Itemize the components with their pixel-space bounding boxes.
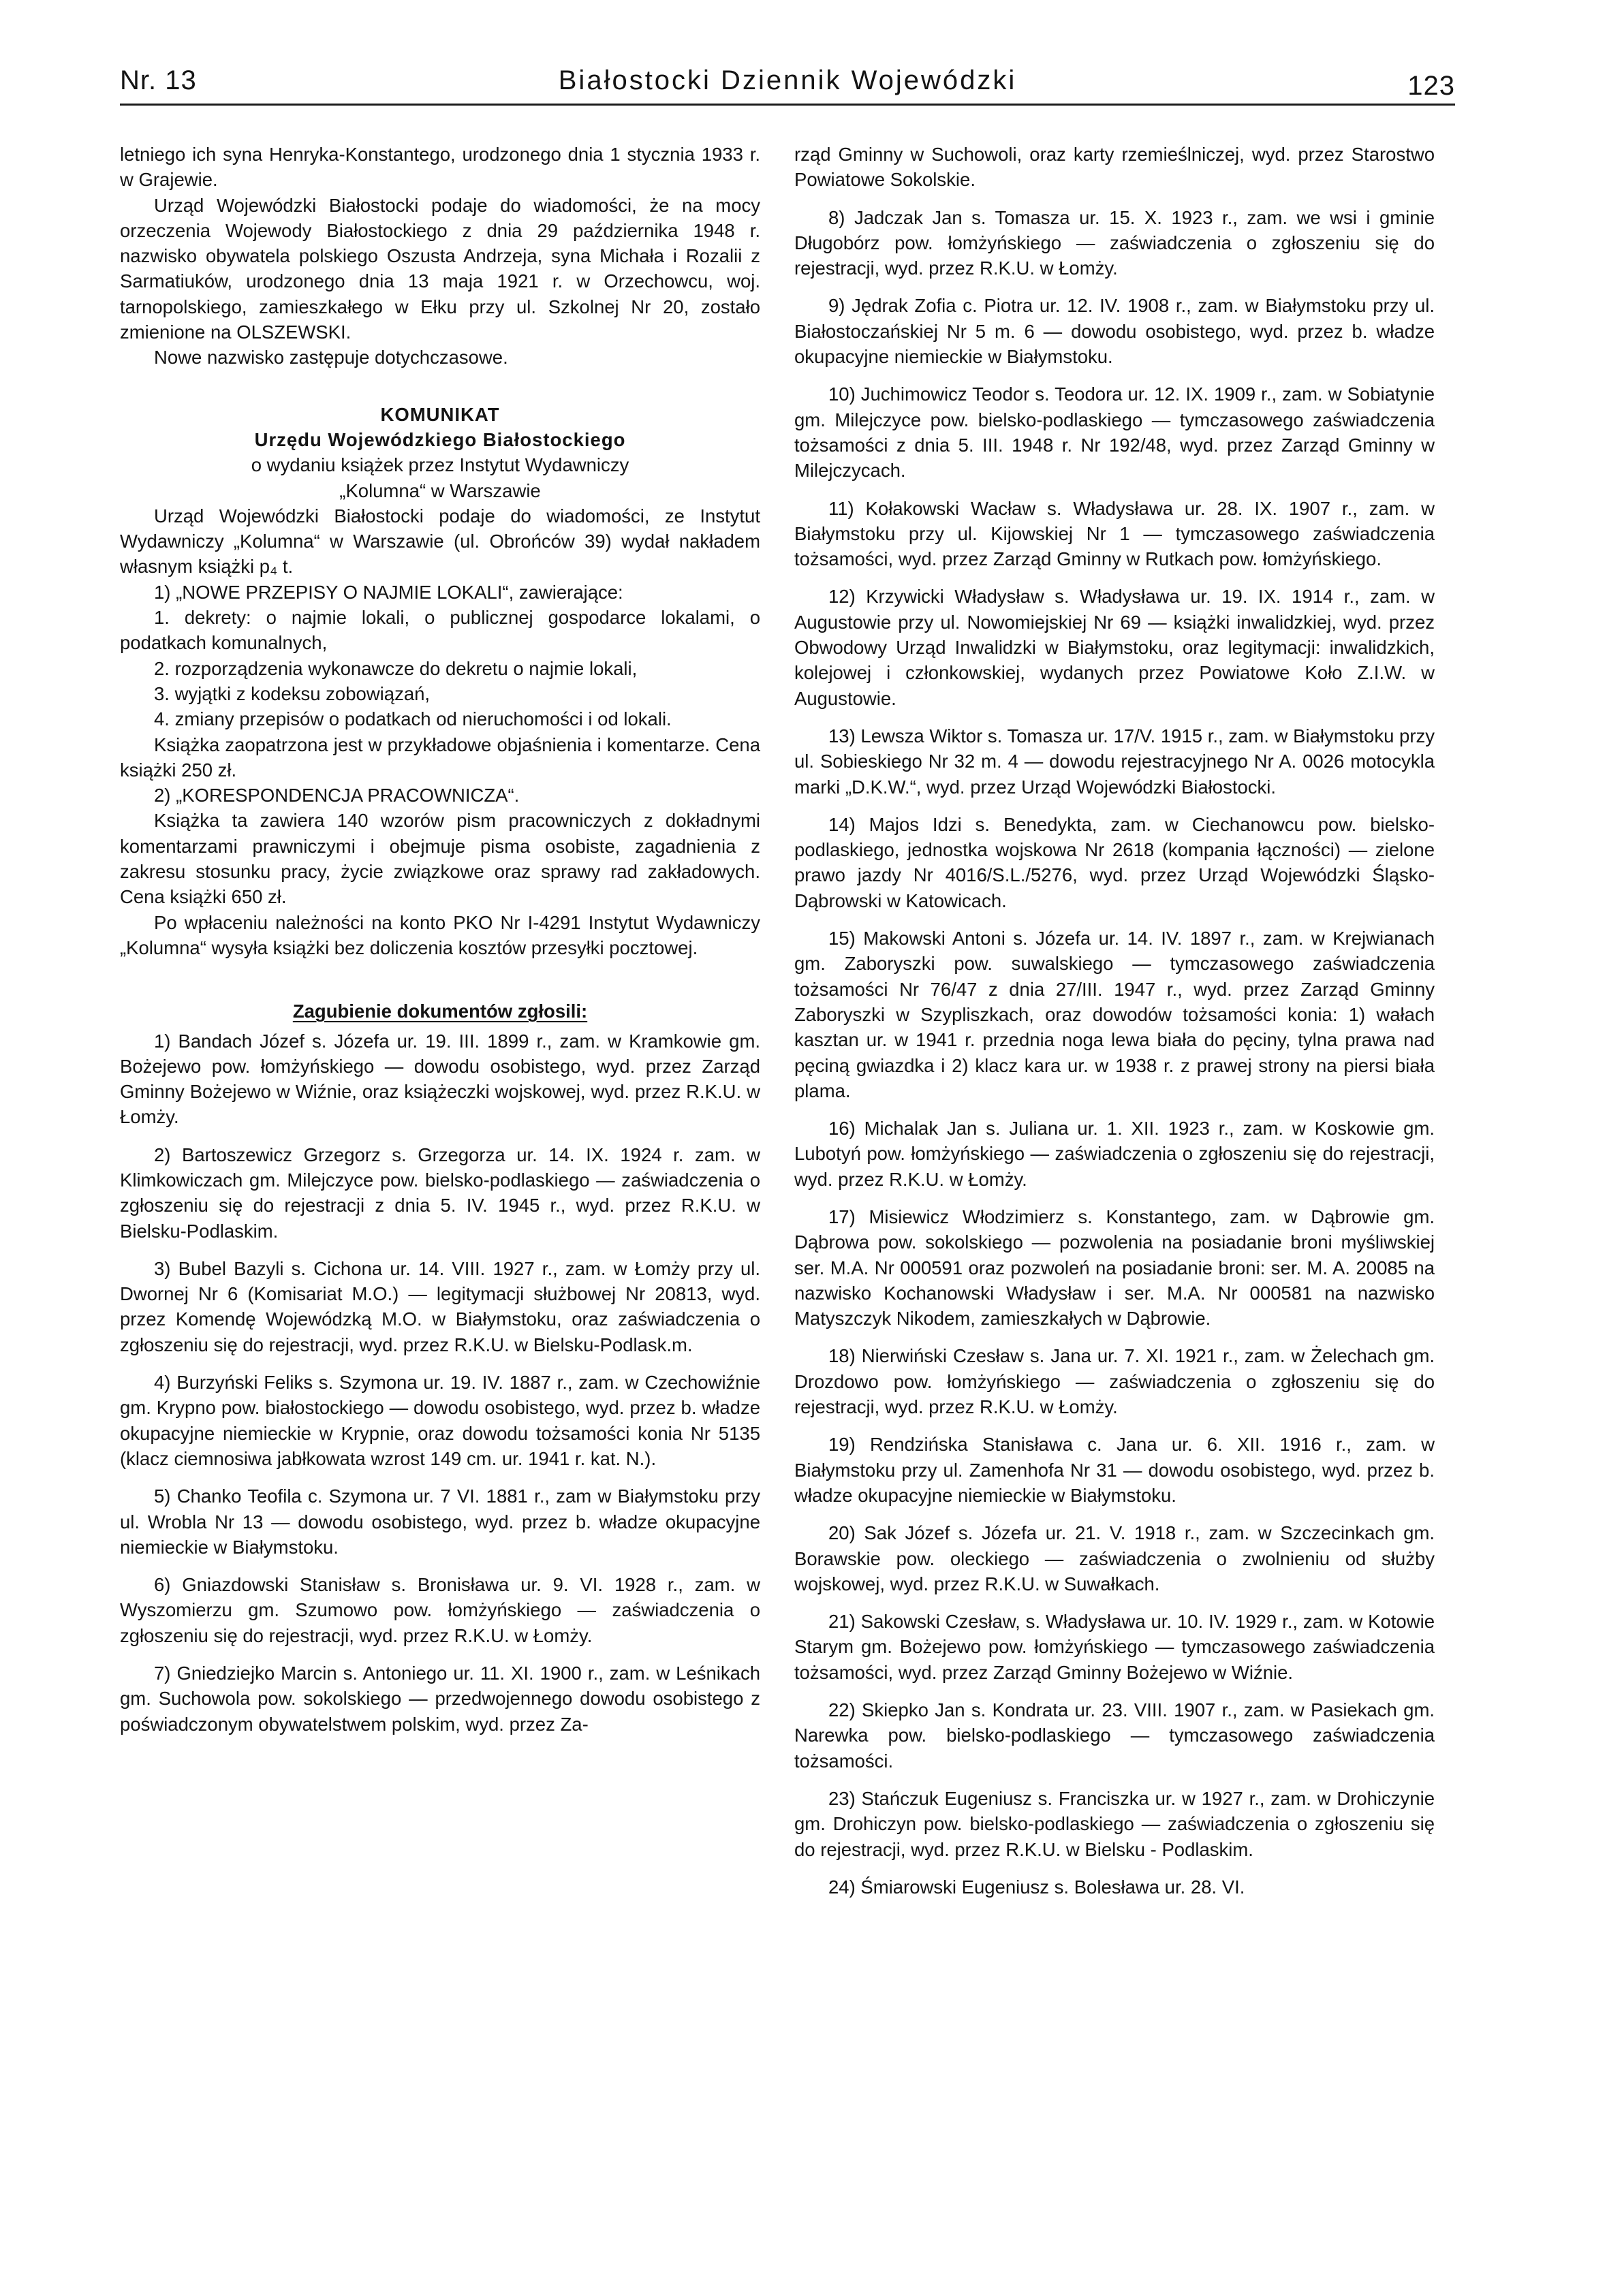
lost-document-entry: 9) Jędrak Zofia c. Piotra ur. 12. IV. 1908 r., zam. w Białymstoku przy ul. Białostoczańskiej Nr 5 m. 6 — dowodu osobistego, wyd. przez b. władze okupacyjne niemieckie w Białymstoku.	[794, 295, 1435, 368]
lost-document-entry: 21) Sakowski Czesław, s. Władysława ur. 10. IV. 1929 r., zam. w Kotowie Starym gm. Bożejewo pow. łomżyńskiego — tymczasowego zaświadczenia tożsamości, wyd. przez Zarząd Gminny Bożejewo w Wiźnie.	[794, 1611, 1435, 1683]
page-header	[120, 63, 1455, 106]
lost-document-entry: 1) Bandach Józef s. Józefa ur. 19. III. 1899 r., zam. w Kramkowie gm. Bożejewo pow. łomżyńskiego — dowodu osobistego, wyd. przez Zarząd Gminny Bożejewo w Wiźnie, oraz książeczki wojskowej, wyd. przez R.K.U. w Łomży.	[120, 1030, 760, 1128]
lost-document-entry: 19) Rendzińska Stanisława c. Jana ur. 6. XII. 1916 r., zam. w Białymstoku przy ul. Zamenhofa Nr 31 — dowodu osobistego, wyd. przez b. władze okupacyjne niemieckie w Białymstoku.	[794, 1434, 1435, 1506]
lost-document-entry: 4) Burzyński Feliks s. Szymona ur. 19. IV. 1887 r., zam. w Czechowiźnie gm. Krypno pow. białostockiego — dowodu osobistego, wyd. przez b. władze okupacyjne niemieckie w Krypnie, oraz dowodu tożsamości konia Nr 5135 (klacz ciemnosiwa jabłkowata wzrost 149 cm. ur. 1941 r. kat. N.).	[120, 1372, 760, 1469]
lost-document-entry: 22) Skiepko Jan s. Kondrata ur. 23. VIII. 1907 r., zam. w Pasiekach gm. Narewka pow. bielsko-podlaskiego — tymczasowego zaświadczenia tożsamości.	[794, 1699, 1435, 1772]
intro-paragraph: letniego ich syna Henryka-Konstantego, urodzonego dnia 1 stycznia 1933 r. w Grajewie.	[120, 144, 760, 191]
intro-paragraph: Nowe nazwisko zastępuje dotychczasowe.	[154, 347, 508, 368]
komunikat-paragraph: Urząd Wojewódzki Białostocki podaje do wiadomości, ze Instytut Wydawniczy „Kolumna“ w Warszawie (ul. Obrońców 39) wydał nakładem własnym książki p₄ t.	[120, 505, 760, 578]
lost-document-entry: 2) Bartoszewicz Grzegorz s. Grzegorza ur. 14. IX. 1924 r. zam. w Klimkowiczach gm. Milejczyce pow. bielsko-podlaskiego — zaświadczenia o zgłoszeniu się do rejestracji z dnia 5. IV. 1945 r., wyd. przez R.K.U. w Bielsku-Podlaskim.	[120, 1144, 760, 1242]
page-number: 123	[1407, 71, 1455, 101]
lost-document-entry: 7) Gniedziejko Marcin s. Antoniego ur. 11. XI. 1900 r., zam. w Leśnikach gm. Suchowola pow. sokolskiego — przedwojennego dowodu osobistego z poświadczonym obywatelstwem polskim, wyd. przez Za-	[120, 1663, 760, 1735]
komunikat-paragraph: Po wpłaceniu należności na konto PKO Nr I-4291 Instytut Wydawniczy „Kolumna“ wysyła książki bez doliczenia kosztów przesyłki pocztowej.	[120, 911, 760, 958]
lost-document-entry: 16) Michalak Jan s. Juliana ur. 1. XII. 1923 r., zam. w Koskowie gm. Lubotyń pow. łomżyńskiego — zaświadczenia o zgłoszeniu się do rejestracji, wyd. przez R.K.U. w Łomży.	[794, 1118, 1435, 1190]
lost-document-entry: 18) Nierwiński Czesław s. Jana ur. 7. XI. 1921 r., zam. w Żelechach gm. Drozdowo pow. łomżyńskiego — zaświadczenia o zgłoszeniu się do rejestracji, wyd. przez R.K.U. w Łomży.	[794, 1345, 1435, 1418]
lost-document-entry: 13) Lewsza Wiktor s. Tomasza ur. 17/V. 1915 r., zam. w Białymstoku przy ul. Sobieskiego Nr 32 m. 4 — dowodu rejestracyjnego Nr A. 0026 motocykla marki „D.K.W.“, wyd. przez Urząd Wojewódzki Białostocki.	[794, 725, 1435, 798]
komunikat-paragraph: 3. wyjątki z kodeksu zobowiązań,	[154, 682, 431, 704]
komunikat-paragraph: 2) „KORESPONDENCJA PRACOWNICZA“.	[154, 785, 520, 806]
intro-paragraph: Urząd Wojewódzki Białostocki podaje do wiadomości, że na mocy orzeczenia Wojewody Białostockiego z dnia 29 października 1948 r. nazwisko obywatela polskiego Oszusta Andrzeja, syna Michała i Rozalii z Sarmatiuków, urodzonego dnia 13 maja 1921 r. w Orzechowcu, woj. tarnopolskiego, zamieszkałego w Ełku przy ul. Szkolnej Nr 20, zostało zmienione na OLSZEWSKI.	[120, 194, 760, 343]
komunikat-paragraph: Książka ta zawiera 140 wzorów pism pracowniczych z dokładnymi komentarzami prawniczymi i obejmuje pisma osobiste, zagadnienia z zakresu stosunku pracy, życie związkowe oraz sprawy rad zakładowych. Cena książki 650 zł.	[120, 810, 760, 908]
lost-document-entry: 20) Sak Józef s. Józefa ur. 21. V. 1918 r., zam. w Szczecinkach gm. Borawskie pow. oleckiego — zaświadczenia o zwolnieniu od służby wojskowej, wyd. przez R.K.U. w Suwałkach.	[794, 1522, 1435, 1594]
komunikat-subheading: Urzędu Wojewódzkiego Białostockiego	[254, 428, 626, 450]
lost-document-entry: 17) Misiewicz Włodzimierz s. Konstantego, zam. w Dąbrowie gm. Dąbrowa pow. sokolskiego — pozwolenia na posiadanie broni myśliwskiej ser. M.A. Nr 000591 oraz pozwoleń na posiadanie broni: ser. M. A. 20085 na nazwisko Kochanowski Władysław i ser. M.A. Nr 000581 na nazwisko Matyszczyk Nikodem, zamieszkałych w Dąbrowie.	[794, 1206, 1435, 1330]
lost-document-entry: rząd Gminny w Suchowoli, oraz karty rzemieślniczej, wyd. przez Starostwo Powiatowe Sokolskie.	[794, 144, 1435, 191]
left-column	[120, 142, 760, 1737]
komunikat-subtitle: „Kolumna“ w Warszawie	[339, 479, 541, 501]
lost-document-entry: 10) Juchimowicz Teodor s. Teodora ur. 12. IX. 1909 r., zam. w Sobiatynie gm. Milejczyce pow. bielsko-podlaskiego — tymczasowego zaświadczenia tożsamości z dnia 5. III. 1948 r. Nr 192/48, wyd. przez Zarząd Gminny w Milejczycach.	[794, 383, 1435, 482]
komunikat-paragraph: 1) „NOWE PRZEPISY O NAJMIE LOKALI“, zawierające:	[154, 581, 623, 603]
komunikat-subtitle: o wydaniu książek przez Instytut Wydawniczy	[251, 454, 629, 476]
komunikat-paragraph: 4. zmiany przepisów o podatkach od nieruchomości i od lokali.	[154, 708, 672, 730]
komunikat-heading: KOMUNIKAT	[380, 403, 500, 425]
komunikat-paragraph: 2. rozporządzenia wykonawcze do dekretu o najmie lokali,	[154, 657, 638, 679]
komunikat-paragraph: 1. dekrety: o najmie lokali, o publicznej gospodarce lokalami, o podatkach komunalnych,	[120, 607, 760, 654]
lost-document-entry: 11) Kołakowski Wacław s. Władysława ur. 28. IX. 1907 r., zam. w Białymstoku przy ul. Kijowskiej Nr 1 — tymczasowego zaświadczenia tożsamości, wyd. przez Zarząd Gminny w Rutkach pow. łomżyńskiego.	[794, 497, 1435, 570]
lost-document-entry: 15) Makowski Antoni s. Józefa ur. 14. IV. 1897 r., zam. w Krejwianach gm. Zaboryszki pow. suwalskiego — tymczasowego zaświadczenia tożsamości Nr 76/47 z dnia 27/III. 1947 r., wyd. przez Zarząd Gminny Zaboryszki w Szypliszkach, oraz dowodów tożsamości konia: 1) wałach kasztan ur. w 1941 r. przednia noga lewa biała do pęciny, tylna prawa nad pęciną gwiazdka i 2) klacz kara ur. w 1938 r. z prawej strony na piersi biała plama.	[794, 928, 1435, 1101]
lost-document-entry: 3) Bubel Bazyli s. Cichona ur. 14. VIII. 1927 r., zam. w Łomży przy ul. Dwornej Nr 6 (Komisariat M.O.) — legitymacji służbowej Nr 20813, wyd. przez Komendę Wojewódzką M.O. w Białymstoku, oraz zaświadczenia o zgłoszeniu się do rejestracji, wyd. przez R.K.U. w Bielsku-Podlask.m.	[120, 1257, 760, 1355]
lost-documents-heading: Zagubienie dokumentów zgłosili:	[292, 1001, 588, 1022]
lost-document-entry: 23) Stańczuk Eugeniusz s. Franciszka ur. w 1927 r., zam. w Drohiczynie gm. Drohiczyn pow. bielsko-podlaskiego — zaświadczenia o zgłoszeniu się do rejestracji, wyd. przez R.K.U. w Bielsku - Podlaskim.	[794, 1787, 1435, 1860]
right-column	[794, 142, 1435, 1900]
lost-document-entry: 6) Gniazdowski Stanisław s. Bronisława ur. 9. VI. 1928 r., zam. w Wyszomierzu gm. Szumowo pow. łomżyńskiego — zaświadczenia o zgłoszeniu się do rejestracji, wyd. przez R.K.U. w Łomży.	[120, 1574, 760, 1646]
lost-document-entry: 12) Krzywicki Władysław s. Władysława ur. 19. IX. 1914 r., zam. w Augustowie przy ul. Nowomiejskiej Nr 69 — książki inwalidzkiej, wyd. przez Obwodowy Urząd Inwalidzki w Białymstoku, oraz legitymacji: inwalidzkich, kolejowej i członkowskiej, wydanych przez Powiatowe Koło Z.I.W. w Augustowie.	[794, 586, 1435, 709]
lost-document-entry: 8) Jadczak Jan s. Tomasza ur. 15. X. 1923 r., zam. we wsi i gminie Długobórz pow. łomżyńskiego — zaświadczenia o zgłoszeniu się do rejestracji, wyd. przez R.K.U. w Łomży.	[794, 206, 1435, 279]
lost-document-entry: 5) Chanko Teofila c. Szymona ur. 7 VI. 1881 r., zam w Białymstoku przy ul. Wrobla Nr 13 — dowodu osobistego, wyd. przez b. władze okupacyjne niemieckie w Białymstoku.	[120, 1485, 760, 1558]
journal-title: Białostocki Dziennik Wojewódzki	[558, 65, 1017, 95]
lost-document-entry: 24) Śmiarowski Eugeniusz s. Bolesława ur. 28. VI.	[828, 1876, 1245, 1898]
issue-number: Nr. 13	[120, 65, 197, 95]
komunikat-paragraph: Książka zaopatrzona jest w przykładowe objaśnienia i komentarze. Cena książki 250 zł.	[120, 734, 760, 781]
lost-document-entry: 14) Majos Idzi s. Benedykta, zam. w Ciechanowcu pow. bielsko-podlaskiego, jednostka wojskowa Nr 2618 (kompania łączności) — zielone prawo jazdy Nr 4016/S.L./5276, wyd. przez Urząd Wojewódzki Śląsko-Dąbrowski w Katowicach.	[794, 813, 1435, 911]
